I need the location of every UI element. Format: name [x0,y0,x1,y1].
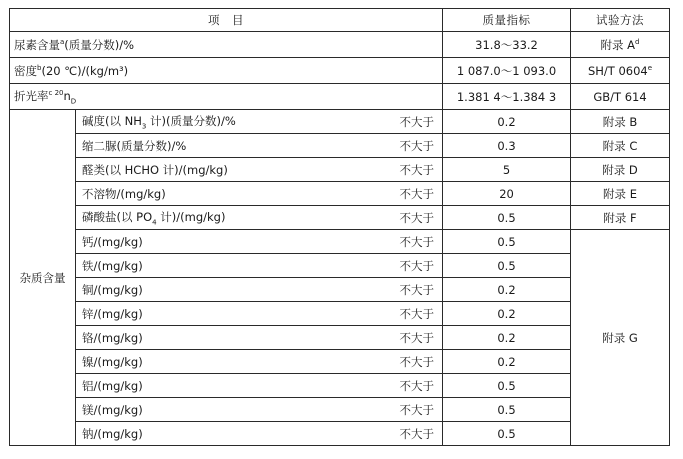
limit-label: 不大于 [366,326,443,350]
row-value: 0.2 [443,302,571,326]
row-name: 不溶物/(mg/kg) [76,182,366,206]
table-row [10,374,670,398]
table-row [10,158,670,182]
row-method: 附录 C [571,134,670,158]
row-name: 钙/(mg/kg) [76,230,366,254]
row-name: 密度$^b$(20 ℃)/(kg/m³) [10,58,443,84]
row-value: 0.5 [443,230,571,254]
table-row [10,84,670,110]
row-value: 1.381 4～1.384 3 [443,84,571,110]
row-name: 铝/(mg/kg) [76,374,366,398]
table-row [10,302,670,326]
row-value: 0.5 [443,374,571,398]
specification-table [9,8,670,446]
header-method: 试验方法 [571,9,670,32]
row-method: 附录 E [571,182,670,206]
row-name: 碱度(以 $NH_3$ 计)(质量分数)/% [76,110,366,134]
table-row [10,254,670,278]
row-method: SH/T 0604e [571,58,670,84]
row-name: 磷酸盐(以 $PO_4$ 计)/(mg/kg) [76,206,366,230]
limit-label: 不大于 [366,302,443,326]
limit-label: 不大于 [366,158,443,182]
group-label: 杂质含量 [10,110,76,446]
row-value: 0.3 [443,134,571,158]
row-name: 铁/(mg/kg) [76,254,366,278]
limit-label: 不大于 [366,422,443,446]
limit-label: 不大于 [366,350,443,374]
table-row [10,422,670,446]
row-method: GB/T 614 [571,84,670,110]
row-value: 20 [443,182,571,206]
row-name: 钠/(mg/kg) [76,422,366,446]
limit-label: 不大于 [366,230,443,254]
limit-label: 不大于 [366,182,443,206]
row-name: 镁/(mg/kg) [76,398,366,422]
row-value: 1 087.0～1 093.0 [443,58,571,84]
limit-label: 不大于 [366,206,443,230]
row-name: 缩二脲(质量分数)/% [76,134,366,158]
row-name: 尿素含量$^a$(质量分数)/% [10,32,443,58]
row-value: 0.2 [443,110,571,134]
row-method: 附录 B [571,110,670,134]
row-value: 0.5 [443,254,571,278]
row-value: 0.2 [443,350,571,374]
table-row [10,398,670,422]
row-name: 铬/(mg/kg) [76,326,366,350]
table-row [10,278,670,302]
table-row [10,134,670,158]
row-name: 锌/(mg/kg) [76,302,366,326]
row-value: 0.2 [443,326,571,350]
table-row [10,58,670,84]
table-row [10,230,670,254]
row-value: 0.5 [443,206,571,230]
row-method: 附录 D [571,158,670,182]
row-value: 0.2 [443,278,571,302]
row-value: 0.5 [443,398,571,422]
row-name: 折光率$^{c 20}n_D$ [10,84,443,110]
row-method: 附录 $A^d$ [571,32,670,58]
row-value: 5 [443,158,571,182]
row-value: 31.8～33.2 [443,32,571,58]
limit-label: 不大于 [366,278,443,302]
table-row [10,110,670,134]
header-indicator: 质量指标 [443,9,571,32]
table-row [10,326,670,350]
limit-label: 不大于 [366,374,443,398]
limit-label: 不大于 [366,134,443,158]
merged-method: 附录 G [571,230,670,446]
table-row [10,206,670,230]
row-name: 镍/(mg/kg) [76,350,366,374]
row-method: 附录 F [571,206,670,230]
table-row [10,182,670,206]
limit-label: 不大于 [366,254,443,278]
row-value: 0.5 [443,422,571,446]
row-name: 铜/(mg/kg) [76,278,366,302]
row-name: 醛类(以 HCHO 计)/(mg/kg) [76,158,366,182]
table-row [10,32,670,58]
table-header-row [10,9,670,32]
header-item: 项 目 [10,9,443,32]
limit-label: 不大于 [366,398,443,422]
table-row [10,350,670,374]
limit-label: 不大于 [366,110,443,134]
